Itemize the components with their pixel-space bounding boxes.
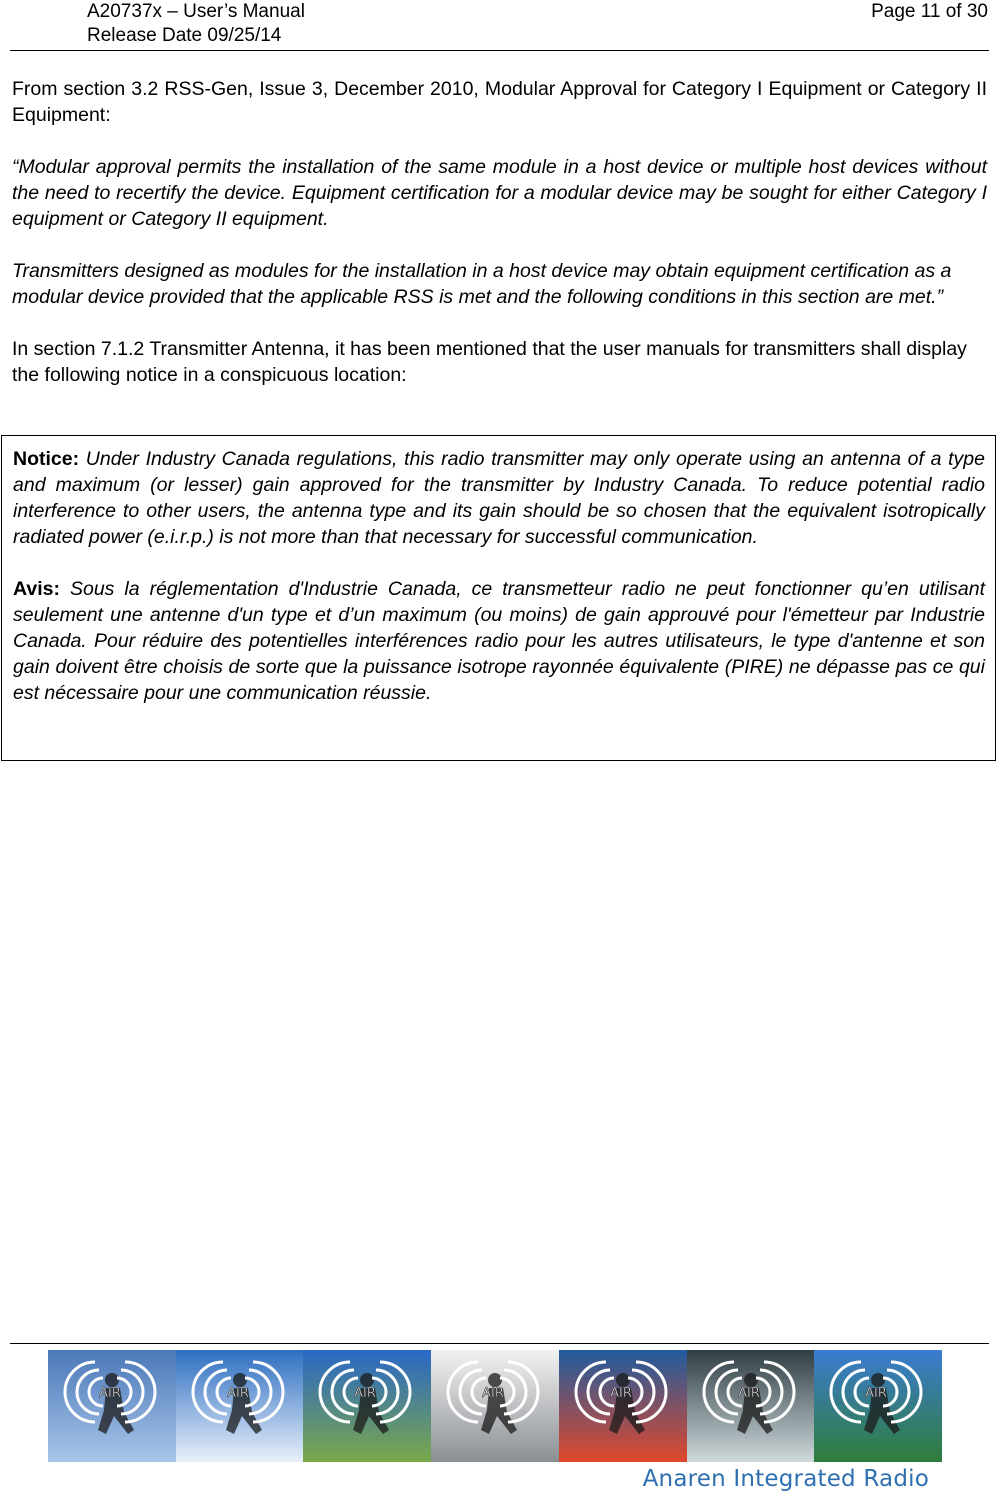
- banner-tile-snowboarder: [431, 1350, 559, 1462]
- release-date: Release Date 09/25/14: [87, 25, 282, 46]
- air-badge: AIR: [226, 1386, 249, 1401]
- banner-tile-skateboarder: [48, 1350, 176, 1462]
- notice-label: Notice:: [13, 448, 80, 470]
- banner-photo: [48, 1350, 176, 1462]
- footer-divider: [10, 1343, 989, 1344]
- air-badge: AIR: [609, 1386, 632, 1401]
- banner-photo: [303, 1350, 431, 1462]
- quote-paragraph-2: Transmitters designed as modules for the installation in a host device may obtain equipment certification as a modular device provided that the applicable RSS is met and the following conditions in this section are met.”: [12, 260, 952, 308]
- air-badge: AIR: [99, 1386, 121, 1401]
- air-badge: AIR: [482, 1386, 505, 1401]
- header-divider: [10, 50, 989, 51]
- document-title: A20737x – User’s Manual: [87, 1, 305, 22]
- banner-tile-skateboarder-sky: [814, 1350, 942, 1462]
- avis-label: Avis:: [13, 578, 60, 600]
- air-badge: AIR: [865, 1386, 888, 1401]
- banner-photo: [176, 1350, 304, 1462]
- page-header: [0, 0, 999, 52]
- banner-photo: [559, 1350, 687, 1462]
- banner-tile-windsurfer: [559, 1350, 687, 1462]
- air-badge: AIR: [737, 1386, 760, 1401]
- banner-photo: [814, 1350, 942, 1462]
- notice-french: [13, 576, 985, 706]
- notice-box: [1, 435, 996, 761]
- banner-tile-skier: [176, 1350, 304, 1462]
- notice-english-text: Under Industry Canada regulations, this radio transmitter may only operate using an antenna of a type and maximum (or lesser) gain approved for the transmitter by Industry Canada. To reduce potential radio interference to other users, the antenna type and its gain should be so chosen that the equivalent isotropically radiated power (e.i.r.p.) is not more than that necessary for successful communication.: [13, 448, 985, 548]
- banner-tile-kayaker: [687, 1350, 815, 1462]
- banner-photo: [687, 1350, 815, 1462]
- intro-paragraph: From section 3.2 RSS-Gen, Issue 3, December 2010, Modular Approval for Category I Equipment or Category II Equipment:: [12, 78, 987, 126]
- page-number: Page 11 of 30: [871, 1, 988, 22]
- footer-banner: [48, 1350, 942, 1462]
- body-text: [12, 76, 987, 414]
- banner-tile-mountain-biker: [303, 1350, 431, 1462]
- banner-photo: [431, 1350, 559, 1462]
- quote-paragraph-1: “Modular approval permits the installation of the same module in a host device or multiple host devices without the need to recertify the device. Equipment certification for a modular device may be sought for either Category I equipment or Category II equipment.: [12, 156, 987, 230]
- air-badge: AIR: [354, 1386, 377, 1401]
- notice-english: [13, 446, 985, 550]
- section-reference-paragraph: In section 7.1.2 Transmitter Antenna, it has been mentioned that the user manuals for transmitters shall display the following notice in a conspicuous location:: [12, 338, 967, 386]
- brand-logo-text: Anaren Integrated Radio: [642, 1466, 929, 1492]
- notice-french-text: Sous la réglementation d'Industrie Canada, ce transmetteur radio ne peut fonctionner qu’en utilisant seulement une antenne d'un type et d’un maximum (ou moins) de gain approuvé pour l'émetteur par Industrie Canada. Pour réduire des potentielles interférences radio pour les autres utilisateurs, le type d'antenne et son gain doivent être choisis de sorte que la puissance isotrope rayonnée équivalente (PIRE) ne dépasse pas ce qui est nécessaire pour une communication réussie.: [13, 578, 985, 704]
